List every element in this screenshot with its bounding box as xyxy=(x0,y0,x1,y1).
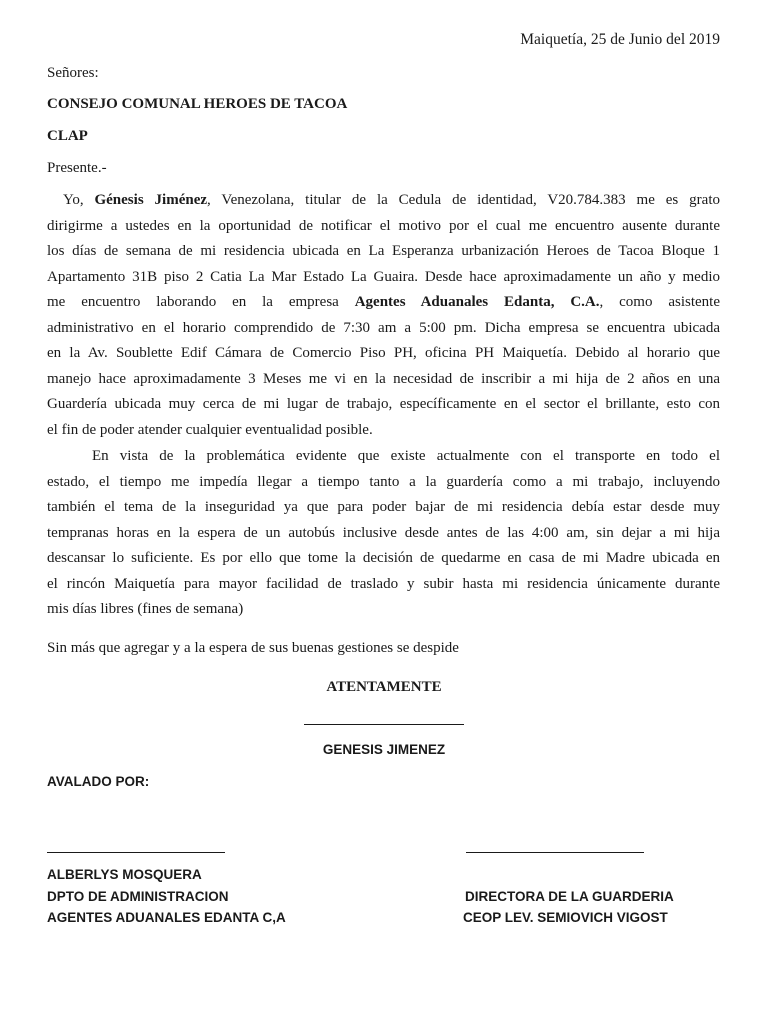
paragraph-1 xyxy=(47,188,720,443)
paragraph-2-line: el rincón Maiquetía para mayor facilidad de traslado y subir hasta mi residencia únicamente durante xyxy=(47,575,720,592)
left-signer-dept: DPTO DE ADMINISTRACION xyxy=(47,889,229,904)
closing-line: Sin más que agregar y a la espera de sus buenas gestiones se despide xyxy=(47,640,459,656)
paragraph-1-line: dirigirme a ustedes en la oportunidad de notificar el motivo por el cual me encuentro ausente durante xyxy=(47,217,720,234)
recipient-name: CONSEJO COMUNAL HEROES DE TACOA xyxy=(47,96,348,112)
avalado-por: AVALADO POR: xyxy=(47,774,150,789)
paragraph-2-line: estado, el tiempo me impedía llegar a tiempo tanto a la guardería como a mi trabajo, incluyendo xyxy=(47,473,720,490)
paragraph-1-line: en la Av. Soublette Edif Cámara de Comercio Piso PH, oficina PH Maiquetía. Debido al horario que xyxy=(47,345,720,361)
company-name: Agentes Aduanales Edanta, C.A. xyxy=(354,294,600,310)
atentamente: ATENTAMENTE xyxy=(326,679,442,695)
paragraph-2-line: mis días libres (fines de semana) xyxy=(47,601,244,617)
paragraph-1-line: manejo hace aproximadamente 3 Meses me vi en la necesidad de inscribir a mi hija de 2 años en una xyxy=(47,370,720,387)
paragraph-1-line: me encuentro laborando en la empresa Agentes Aduanales Edanta, C.A., como asistente xyxy=(47,294,720,310)
presente: Presente.- xyxy=(47,160,107,176)
paragraph-1-line: Yo, Génesis Jiménez, Venezolana, titular de la Cedula de identidad, V20.784.383 me es grato xyxy=(63,192,720,208)
paragraph-1-line: los días de semana de mi residencia ubicada en La Esperanza urbanización Heroes de Tacoa Bloque 1 xyxy=(47,243,720,259)
paragraph-2-line: En vista de la problemática evidente que existe actualmente con el transporte en todo el xyxy=(92,448,720,464)
salutation: Señores: xyxy=(47,65,99,81)
signature-line-right xyxy=(466,852,644,853)
paragraph-1-line: Guardería ubicada muy cerca de mi lugar de trabajo, específicamente en el sector el brillante, esto con xyxy=(47,396,720,412)
signature-line-left xyxy=(47,852,225,853)
paragraph-1-line: administrativo en el horario comprendido de 7:30 am a 5:00 pm. Dicha empresa se encuentra ubicada xyxy=(47,319,720,336)
right-signer-org: CEOP LEV. SEMIOVICH VIGOST xyxy=(463,910,668,925)
paragraph-2-line: también el tema de la inseguridad ya que para poder bajar de mi residencia debía estar desde muy xyxy=(47,499,720,515)
signature-line-main xyxy=(304,724,464,725)
applicant-name: Génesis Jiménez xyxy=(94,192,208,208)
paragraph-2 xyxy=(47,444,720,623)
right-signer-title: DIRECTORA DE LA GUARDERIA xyxy=(465,889,674,904)
paragraph-1-line: Apartamento 31B piso 2 Catia La Mar Estado La Guaira. Desde hace aproximadamente un año y medio xyxy=(47,268,720,285)
paragraph-2-line: descansar lo suficiente. Es por ello que tome la decisión de quedarme en casa de mi Madre ubicada en xyxy=(47,550,720,566)
paragraph-1-line: el fin de poder atender cualquier eventualidad posible. xyxy=(47,421,373,438)
signer-name: GENESIS JIMENEZ xyxy=(322,742,446,757)
paragraph-2-line: tempranas horas en la espera de un autobús inclusive desde antes de las 4:00 am, sin dejar a mi hija xyxy=(47,524,720,541)
left-signer-name: ALBERLYS MOSQUERA xyxy=(47,867,202,882)
recipient-clap: CLAP xyxy=(47,128,88,144)
left-signer-org: AGENTES ADUANALES EDANTA C,A xyxy=(47,910,286,925)
letter-date: Maiquetía, 25 de Junio del 2019 xyxy=(520,31,720,48)
